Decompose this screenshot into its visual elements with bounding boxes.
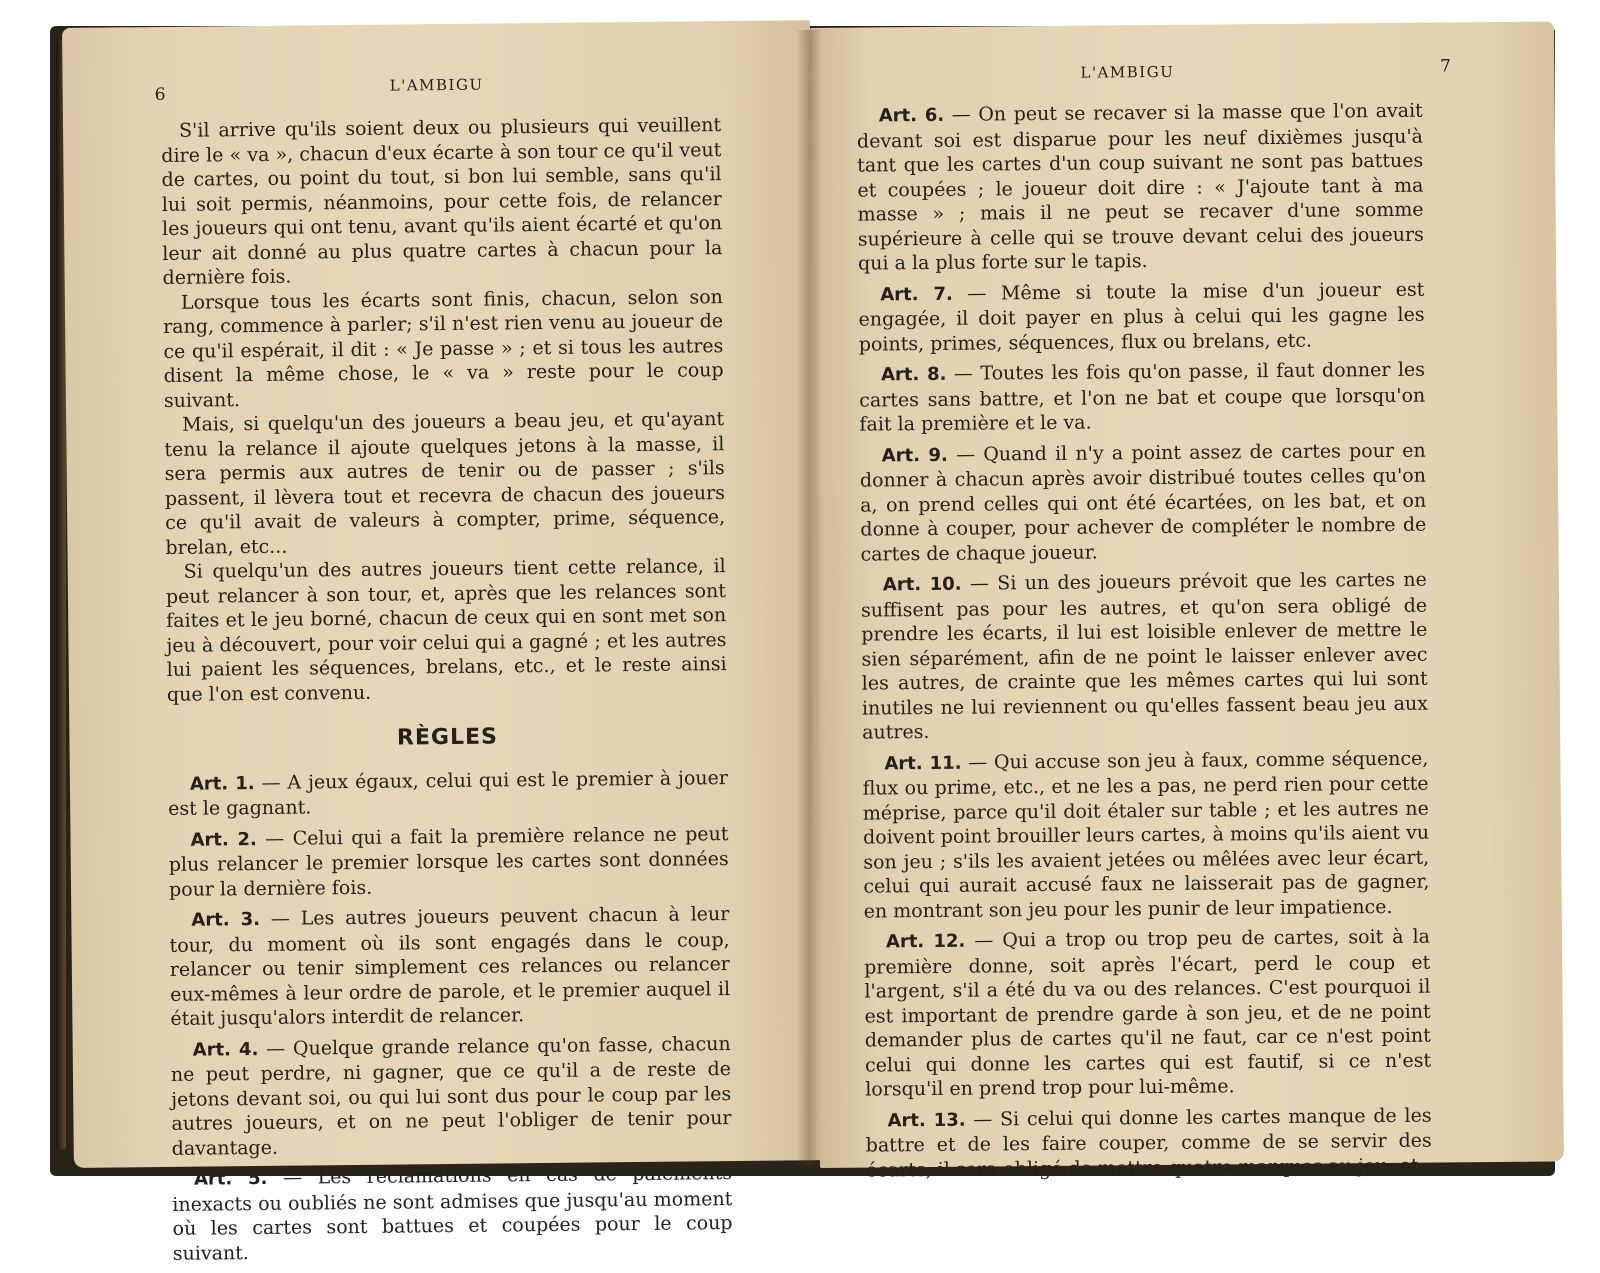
running-title: L'AMBIGU	[1080, 62, 1175, 82]
article-label: Art. 11.	[884, 752, 962, 774]
article-label: Art. 6.	[878, 104, 945, 127]
article	[168, 766, 728, 822]
article	[861, 568, 1428, 745]
article-text: — Qui a trop ou trop peu de cartes, soit à la première donne, soit après l'écart, perd le coup et l'argent, s'il a été du va ou des relances. C'est pourquoi il est important de prendre garde à son jeu, et de ne point demander plus de cartes qu'il ne faut, car ce n'est point celui qui donne les cartes qui est fautif, si ce n'est lorsqu'il en prend trop pour lui-même.	[864, 925, 1432, 1101]
paragraph: Lorsque tous les écarts sont finis, chacun, selon son rang, commence à parler; s'il n'est rien venu au joueur de ce qu'il espérait, il dit : « Je passe » ; et si tous les autres disent la même chose, le « va » reste pour le coup suivant.	[163, 285, 724, 412]
article-text: — Si celui qui donne les cartes manque de les battre et de les faire couper, comme de se servir des écarts, il sera obligé de mettre quatre marques au jeu, et	[865, 1104, 1432, 1182]
article-label: Art. 1.	[189, 772, 255, 795]
article-text: — Les réclamations en cas de paiements inexacts ou oubliés ne sont admises que jusqu'au moment où les cartes sont battues et coupées pour le coup suivant.	[172, 1162, 733, 1265]
article-label: Art. 8.	[880, 363, 947, 386]
paragraph: S'il arrive qu'ils soient deux ou plusieurs qui veuillent dire le « va », chacun d'eux écarte à son tour ce qu'il veut de cartes, ou point du tout, si bon lui semble, sans qu'il lui soit permis, néanmoins, pour cette fois, de relancer les joueurs qui ont tenu, avant qu'ils aient écarté et qu'on leur ait donné au plus quatre cartes à chacun pour la dernière fois.	[161, 114, 723, 289]
article	[865, 1103, 1432, 1182]
article-text: — Les autres joueurs peuvent chacun à leur tour, du moment où ils sont engagés dans le coup, relancer ou tenir simplement ces relances ou relancer eux-mêmes à leur ordre de parole, et le premier auquel il était jusqu'alors interdit de relancer.	[169, 903, 731, 1030]
page-body	[161, 113, 733, 1272]
article-text: — Qui accuse son jeu à faux, comme séquence, flux ou prime, etc., et ne les a pas, ne perd rien pour cette méprise, parce qu'il doit étaler sur table ; et les autres ne doivent point brouiller leurs cartes, à moins qu'ils aient vu son jeu ; s'ils les avaient jetées ou mêlées avec leur écart, celui qui aurait accusé faux ne laisserait pas de gagner, en montrant son jeu pour les punir de leur impatience.	[862, 747, 1430, 923]
article	[857, 99, 1424, 276]
article	[859, 358, 1426, 437]
article-text: — Quelque grande relance qu'on fasse, chacun ne peut perdre, ni gagner, que ce qu'il a de reste de jetons devant soi, ou qui lui sont dus pour le coup par les autres joueurs, et on ne peut l'obliger de tenir pour davantage.	[170, 1032, 732, 1160]
article-text: — On peut se recaver si la masse que l'on avait devant soi est disparue pour les neuf dixièmes jusqu'à tant que les cartes d'un coup suivant ne sont pas battues et coupées ; le joueur doit dire : « J'ajoute tant à ma masse » ; mais il ne peut se recaver d'une somme supérieure à celle qui se trouve devant celui des joueurs qui a la plus forte sur le tapis.	[856, 99, 1424, 275]
right-page	[810, 22, 1564, 1182]
paragraph: Mais, si quelqu'un des joueurs a beau jeu, et qu'ayant tenu la relance il ajoute quelques jetons à la masse, il sera permis aux autres de tenir ou de passer ; s'ils passent, il lèvera tout et recevra de chacun des joueurs ce qu'il avait de valeurs à compter, prime, séquence, brelan, etc...	[164, 408, 726, 559]
article-label: Art. 7.	[880, 283, 953, 305]
article-text: — Même si toute la mise d'un joueur est engagée, il doit payer en plus à celui qui les gagne les points, primes, séquences, flux ou brelans, etc.	[858, 278, 1425, 356]
article-text: — Celui qui a fait la première relance ne peut plus relancer le premier lorsque les cartes sont données pour la dernière fois.	[168, 822, 729, 901]
article-label: Art. 13.	[887, 1109, 966, 1131]
left-page	[62, 20, 822, 1265]
article-label: Art. 2.	[190, 828, 257, 851]
article	[172, 1161, 733, 1266]
article-label: Art. 3.	[191, 908, 261, 931]
page-header	[62, 20, 810, 106]
article	[858, 277, 1425, 356]
article-label: Art. 4.	[192, 1038, 259, 1061]
running-title: L'AMBIGU	[389, 75, 484, 95]
article	[169, 902, 730, 1031]
article-text: — Quand il n'y a point assez de cartes pour en donner à chacun après avoir distribué toutes celles qu'on a, on prend celles qui ont été écartées, on les bat, et on donne à couper, pour achever de compléter le nombre de cartes de chaque joueur.	[859, 439, 1427, 566]
article-text: — Si un des joueurs prévoit que les cartes ne suffisent pas pour les autres, et qu'on sera obligé de prendre les écarts, il lui est loisible enlever de mettre le sien séparément, afin de ne point le laisser enlever avec les autres, de crainte que les mêmes cartes qui lui sont inutiles ne lui reviennent ou qu'elles fassent beau jeu aux autres.	[860, 568, 1429, 744]
article-label: Art. 5.	[193, 1167, 268, 1190]
paragraph: Si quelqu'un des autres joueurs tient cette relance, il peut relancer à son tour, et, après que les relances sont faites et le jeu borné, chacun de ceux qui en sont met son jeu à découvert, pour voir celui qui a gagné ; et les autres lui paient les séquences, brelans, etc., et le reste ainsi que l'on est convenu.	[165, 555, 727, 706]
article-text: — A jeux égaux, celui qui est le premier à jouer est le gagnant.	[168, 766, 729, 820]
article	[168, 822, 729, 902]
article-label: Art. 9.	[881, 444, 948, 466]
article-label: Art. 12.	[885, 930, 966, 953]
article-label: Art. 10.	[882, 573, 962, 596]
article	[862, 746, 1429, 923]
section-title: RÈGLES	[396, 724, 499, 751]
page-number: 7	[1439, 56, 1453, 77]
article-text: — Toutes les fois qu'on passe, il faut donner les cartes sans battre, et l'on ne bat et coupe que lorsqu'on fait la première et le va.	[859, 358, 1426, 436]
article	[171, 1032, 732, 1161]
book-gutter	[796, 30, 822, 1165]
page-number: 6	[154, 84, 168, 106]
page-body	[857, 99, 1432, 1189]
page-header	[810, 22, 1554, 82]
article	[864, 925, 1431, 1102]
article	[860, 438, 1427, 566]
